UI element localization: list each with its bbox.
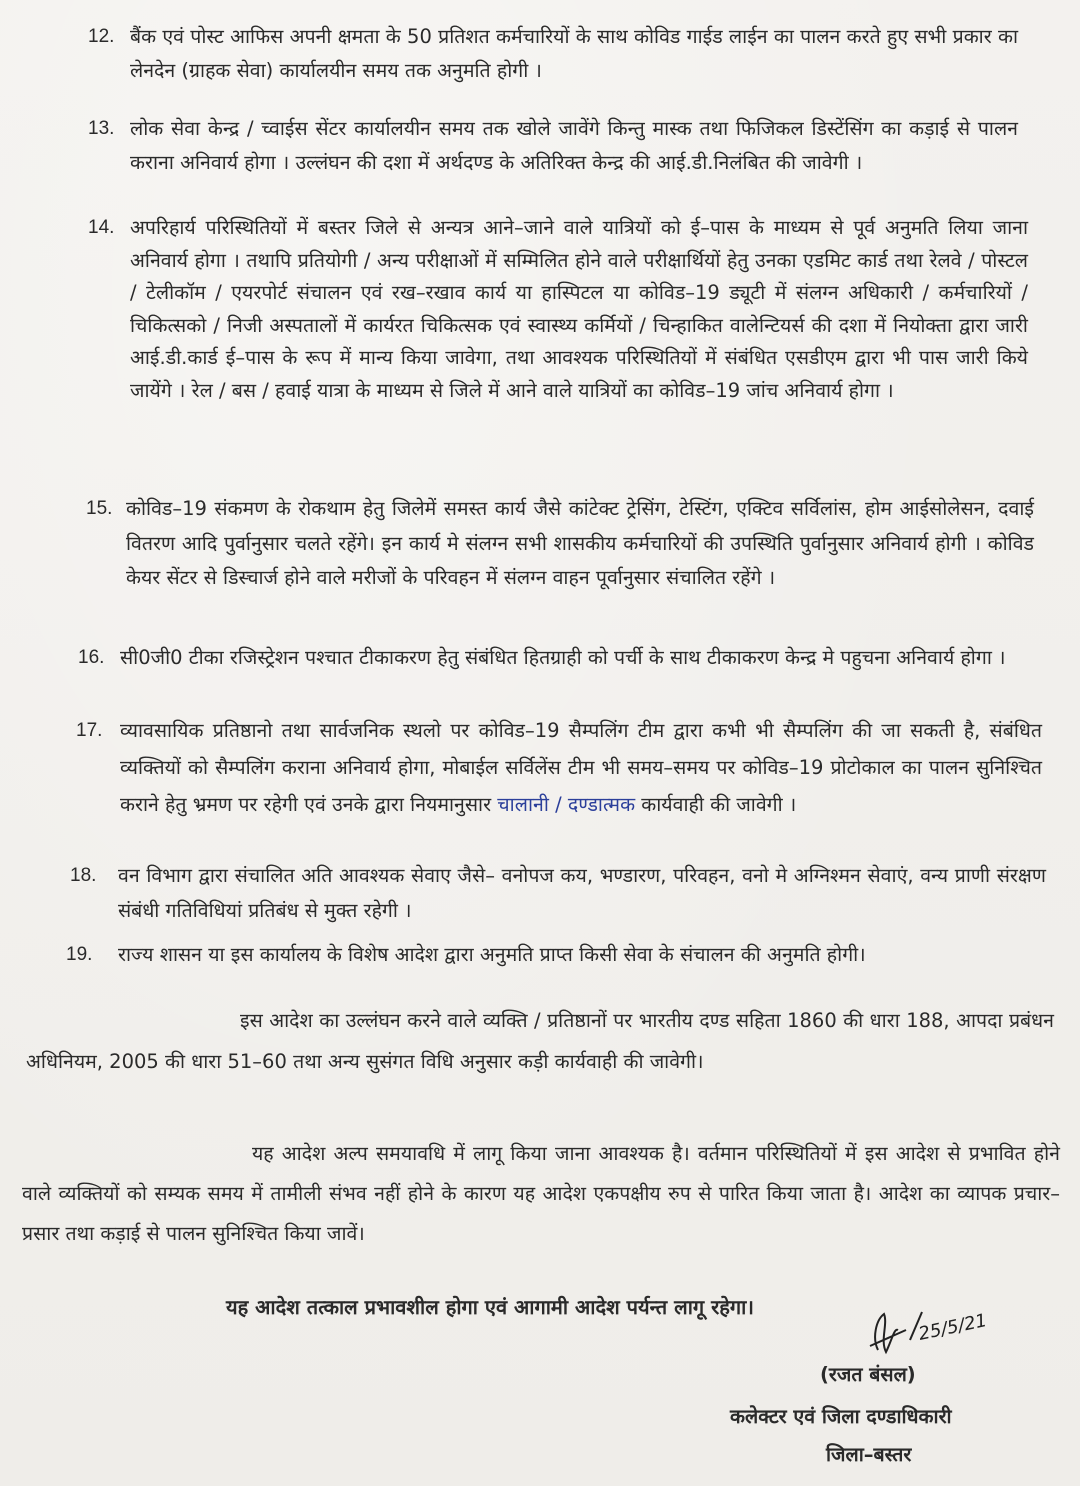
item-text: लोक सेवा केन्द्र / च्वाईस सेंटर कार्यालयीन समय तक खोले जावेंगे किन्तु मास्क तथा फिजिकल डिस्टेंसिंग का कड़ाई से पालन कराना अनिवार्य होगा । उल्लंघन की दशा में अर्थदण्ड के अतिरिक्त केन्द्र की आई.डी.निलंबित की जावेगी । <box>130 117 1018 174</box>
order-item-18 <box>70 858 1046 928</box>
item-text <box>120 712 1042 823</box>
ex-parte-order-paragraph <box>22 1134 1060 1254</box>
item-text: वन विभाग द्वारा संचालित अति आवश्यक सेवाए जैसे– वनोपज कय, भण्डारण, परिवहन, वनो मे अग्निश्मन सेवाएं, वन्य प्राणी संरक्षण संबंधी गतिविधियां प्रतिबंध से मुक्त रहेगी । <box>118 864 1046 922</box>
item-text-highlight: चालानी / दण्डात्मक <box>497 793 636 816</box>
order-item-13 <box>88 112 1018 179</box>
order-item-19 <box>66 936 1052 974</box>
order-item-14 <box>88 212 1028 407</box>
item-number: 14. <box>88 217 115 238</box>
item-text: बैंक एवं पोस्ट आफिस अपनी क्षमता के 50 प्रतिशत कर्मचारियों के साथ कोविड गाईड लाईन का पालन करते हुए सभी प्रकार का लेनदेन (ग्राहक सेवा) कार्यालयीन समय तक अनुमति होगी । <box>130 25 1018 82</box>
signatory-designation: कलेक्टर एवं जिला दण्डाधिकारी <box>730 1405 952 1428</box>
order-item-16 <box>78 640 1038 676</box>
signature-date: 25/5/21 <box>916 1309 989 1345</box>
item-number: 13. <box>88 118 115 139</box>
item-number: 19. <box>66 944 93 965</box>
signatory-district: जिला–बस्तर <box>826 1443 912 1466</box>
order-item-12 <box>88 20 1018 87</box>
item-text: अपरिहार्य परिस्थितियों में बस्तर जिले से अन्यत्र आने–जाने वाले यात्रियों को ई–पास के माध्यम से पूर्व अनुमति लिया जाना अनिवार्य होगा । तथापि प्रतियोगी / अन्य परीक्षाओं में सम्मिलित होने वाले परीक्षार्थियों हेतु उनका एडमिट कार्ड तथा रेलवे / पोस्टल / टेलीकॉम / एयरपोर्ट संचालन एवं रख–रखाव कार्य या हास्पिटल या कोविड–19 ड्यूटी में संलग्न अधिकारी / कर्मचारियों / चिकित्सको / निजी अस्पतालों में कार्यरत चिकित्सक एवं स्वास्थ्य कर्मियों / चिन्हाकित वालेन्टियर्स की दशा में नियोक्ता द्वारा जारी आई.डी.कार्ड ई–पास के रूप में मान्य किया जावेगा, तथा आवश्यक परिस्थितियों में संबंधित एसडीएम द्वारा भी पास जारी किये जायेंगे । रेल / बस / हवाई यात्रा के माध्यम से जिले में आने वाले यात्रियों का कोविड–19 जांच अनिवार्य होगा । <box>130 216 1028 402</box>
signature-block <box>720 1300 1060 1486</box>
order-item-17 <box>76 712 1042 823</box>
item-text-part: कार्यवाही की जावेगी । <box>635 793 797 816</box>
item-text: कोविड–19 संकमण के रोकथाम हेतु जिलेमें समस्त कार्य जैसे कांटेक्ट ट्रेसिंग, टेस्टिंग, एक्टिव सर्विलांस, होम आईसोलेसन, दवाई वितरण आदि पुर्वानुसार चलते रहेंगे। इन कार्य मे संलग्न सभी शासकीय कर्मचारियों की उपस्थिति पुर्वानुसार अनिवार्य होगी । कोविड केयर सेंटर से डिस्चार्ज होने वाले मरीजों के परिवहन में संलग्न वाहन पूर्वानुसार संचालित रहेंगे । <box>126 497 1034 589</box>
item-text: सी0जी0 टीका रजिस्ट्रेशन पश्चात टीकाकरण हेतु संबंधित हितग्राही को पर्ची के साथ टीकाकरण केन्द्र मे पहुचना अनिवार्य होगा । <box>120 646 1006 669</box>
item-number: 17. <box>76 720 103 741</box>
effective-immediately-line: यह आदेश तत्काल प्रभावशील होगा एवं आगामी आदेश पर्यन्त लागू रहेगा। <box>226 1295 754 1319</box>
item-text-part: व्यावसायिक प्रतिष्ठानो तथा सार्वजनिक स्थलो पर कोविड–19 सैम्पलिंग टीम द्वारा कभी भी सैम्पलिंग की जा सकती है, संबंधित व्यक्तियों को सैम्पलिंग कराना अनिवार्य होगा, मोबाईल सर्विलेंस टीम भी समय–समय पर कोविड–19 प्रोटोकाल का पालन सुनिश्चित कराने हेतु भ्रमण पर रहेगी एवं उनके द्वारा नियमानुसार <box>120 719 1042 816</box>
item-number: 16. <box>78 647 105 668</box>
signatory-name: (रजत बंसल) <box>820 1363 916 1386</box>
paragraph-text: इस आदेश का उल्लंघन करने वाले व्यक्ति / प्रतिष्ठानों पर भारतीय दण्ड सहिता 1860 की धारा 188, आपदा प्रबंधन अधिनियम, 2005 की धारा 51–60 तथा अन्य सुसंगत विधि अनुसार कड़ी कार्यवाही की जावेगी। <box>26 1009 1054 1073</box>
item-number: 18. <box>70 865 97 886</box>
item-number: 15. <box>86 498 113 519</box>
paragraph-text: यह आदेश अल्प समयावधि में लागू किया जाना आवश्यक है। वर्तमान परिस्थितियों में इस आदेश से प्रभावित होने वाले व्यक्तियों को सम्यक समय में तामीली संभव नहीं होने के कारण यह आदेश एकपक्षीय रुप से पारित किया जाता है। आदेश का व्यापक प्रचार–प्रसार तथा कड़ाई से पालन सुनिश्चित किया जावें। <box>22 1142 1060 1245</box>
item-text: राज्य शासन या इस कार्यालय के विशेष आदेश द्वारा अनुमति प्राप्त किसी सेवा के संचालन की अनुमति होगी। <box>118 943 866 966</box>
handwritten-signature <box>850 1300 1010 1362</box>
legal-penalty-paragraph <box>26 1000 1054 1082</box>
order-item-15 <box>86 492 1034 596</box>
item-number: 12. <box>88 26 115 47</box>
